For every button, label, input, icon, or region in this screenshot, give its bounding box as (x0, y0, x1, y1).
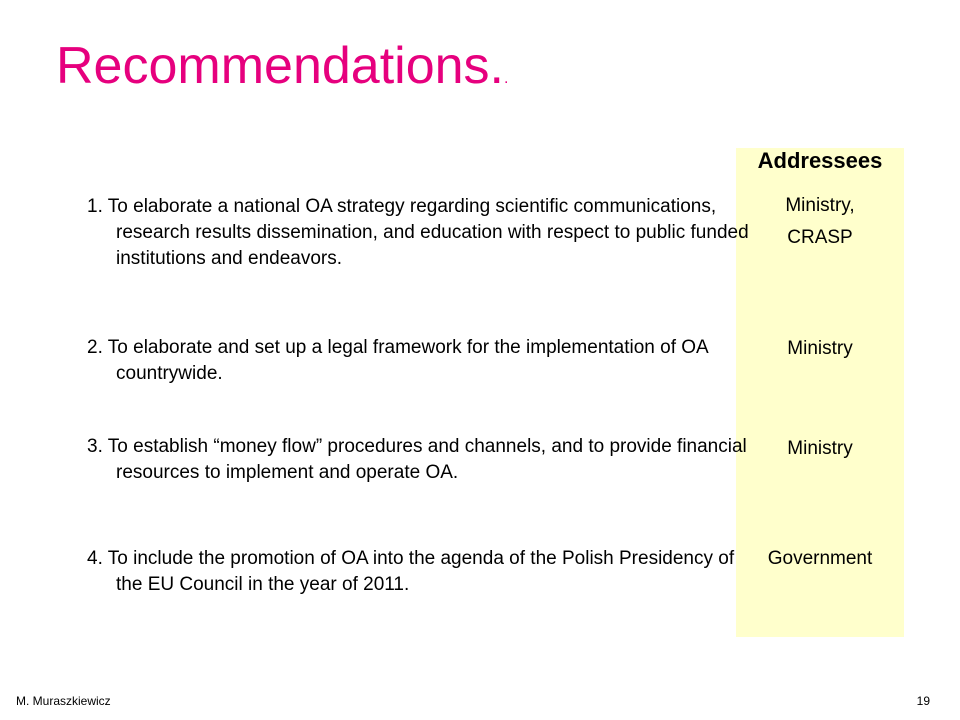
slide-title (56, 34, 508, 111)
addressee-1 (736, 190, 904, 254)
addressees-header: Addressees (757, 148, 883, 173)
addressee-2-line-1: Ministry (787, 338, 853, 359)
addressee-1-line-1: Ministry, (785, 195, 855, 216)
footer-page-number: 19 (916, 694, 930, 708)
recommendation-4: 4. To include the promotion of OA into the agenda of the Polish Presidency of the EU Council in the year of 2011. (87, 548, 735, 595)
slide-title-text: Recommendations. (56, 37, 504, 95)
addressee-2 (736, 333, 904, 365)
addressee-4-line-1: Government (767, 548, 873, 569)
recommendation-3: 3. To establish “money flow” procedures and channels, and to provide financial resources to implement and operate OA. (87, 436, 747, 483)
footer-author: M. Muraszkiewicz (16, 694, 111, 708)
slide-title-trailing-dot: . (504, 70, 509, 87)
addressee-4 (736, 543, 904, 575)
addressee-3 (736, 433, 904, 465)
addressee-3-line-1: Ministry (787, 438, 853, 459)
addressee-1-line-2: CRASP (787, 227, 853, 248)
recommendation-2: 2. To elaborate and set up a legal framework for the implementation of OA countrywide. (87, 337, 708, 384)
recommendation-1: 1. To elaborate a national OA strategy regarding scientific communications, research results dissemination, and education with respect to public funded institutions and endeavors. (87, 196, 749, 269)
